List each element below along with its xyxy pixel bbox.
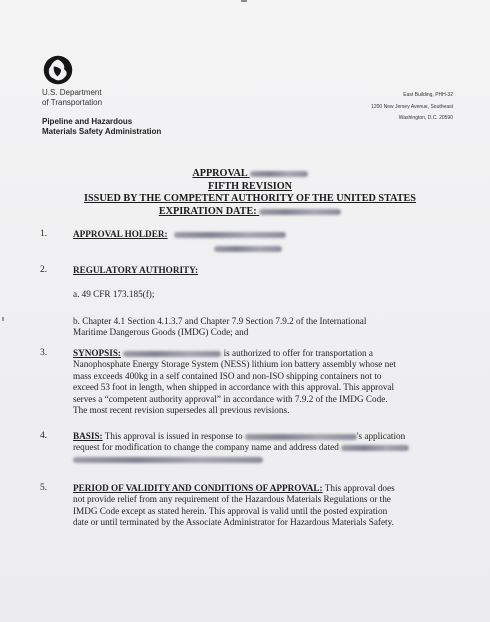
expiration-heading: EXPIRATION DATE:	[60, 206, 440, 217]
redacted-holder-name	[174, 232, 286, 238]
approval-holder	[73, 229, 450, 255]
section-label: APPROVAL HOLDER:	[73, 229, 168, 239]
section-number: 2.	[40, 265, 48, 275]
section-label: BASIS:	[73, 431, 103, 441]
redacted-holder-location	[214, 246, 282, 252]
section-number: 5.	[40, 483, 48, 493]
approval-heading: APPROVAL	[60, 168, 440, 179]
revision-heading: FIFTH REVISION	[207, 181, 293, 192]
redacted-expiration-date	[259, 209, 341, 215]
synopsis: SYNOPSIS: is authorized to offer for transportation a Nanophosphate Energy Storage System (NESS) lithium ion battery assembly whose net mass exceeds 400kg in a self contained ISO and non-ISO shipping containers not to exceed 53 foot in length, when shipped in accordance with this approval. This approval serves a “competent authority approval” in accordance with 7.9.2 of the IMDG Code. The most recent revision supersedes all previous revisions.	[73, 348, 396, 416]
section-label: REGULATORY AUTHORITY:	[73, 265, 199, 275]
section-label: PERIOD OF VALIDITY AND CONDITIONS OF APPROVAL:	[73, 483, 323, 493]
issued-by-heading: ISSUED BY THE COMPETENT AUTHORITY OF THE UNITED STATES	[84, 193, 416, 204]
section-number: 3.	[40, 348, 48, 358]
section-label: SYNOPSIS:	[73, 348, 121, 358]
redacted-approval-number	[250, 171, 308, 177]
redacted-date	[341, 445, 409, 451]
regulatory-authority	[73, 265, 450, 276]
redacted-supplemental-text	[73, 457, 263, 463]
dot-logo-icon	[43, 55, 73, 85]
redacted-company	[123, 351, 221, 357]
department-name: U.S. Department of Transportation	[42, 88, 103, 107]
authority-item-b: b. Chapter 4.1 Section 4.1.3.7 and Chapter 7.9 Section 7.9.2 of the International Maritime Dangerous Goods (IMDG) Code; and	[73, 316, 367, 338]
punch-hole-mark	[2, 317, 4, 321]
section-number: 4.	[40, 431, 48, 441]
basis: BASIS: This approval is issued in response to 's application request for modification to change the company name and address dated	[73, 431, 450, 465]
section-number: 1.	[40, 229, 48, 239]
mailing-address: East Building, PHH-32 1200 New Jersey Avenue, Southeast Washington, D.C. 20590	[371, 92, 453, 121]
administration-name: Pipeline and Hazardous Materials Safety Administration	[42, 117, 162, 136]
validity-conditions: PERIOD OF VALIDITY AND CONDITIONS OF APPROVAL: This approval does not provide relief from any requirement of the Hazardous Materials Regulations or the IMDG Code except as stated herein. This approval is valid until the posted expiration date or until terminated by the Associate Administrator for Hazardous Materials Safety.	[73, 483, 395, 528]
redacted-company	[245, 434, 357, 440]
scan-mark	[241, 0, 247, 2]
authority-item-a: a. 49 CFR 173.185(f);	[73, 289, 155, 299]
